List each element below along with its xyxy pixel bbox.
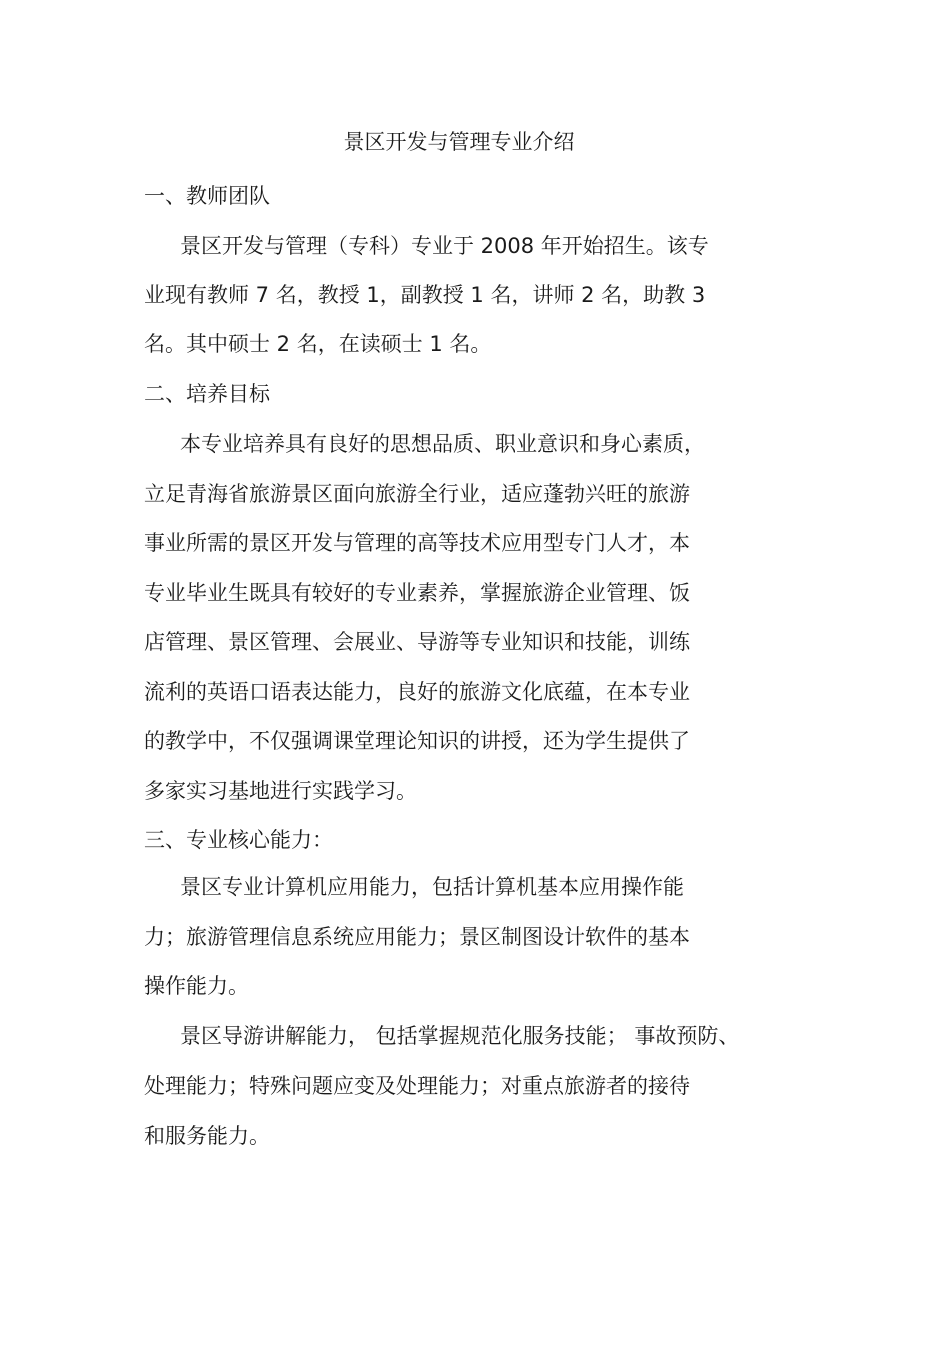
paragraph-line: 景区开发与管理（专科）专业于 2008 年开始招生。该专 — [180, 234, 709, 258]
section-heading-goals: 二、培养目标 — [144, 382, 270, 406]
paragraph-line: 立足青海省旅游景区面向旅游全行业，适应蓬勃兴旺的旅游 — [144, 482, 690, 506]
paragraph-line: 店管理、景区管理、会展业、导游等专业知识和技能，训练 — [144, 630, 690, 654]
paragraph-line: 流利的英语口语表达能力，良好的旅游文化底蕴，在本专业 — [144, 680, 690, 704]
paragraph-line: 事业所需的景区开发与管理的高等技术应用型专门人才，本 — [144, 531, 690, 555]
paragraph-line: 多家实习基地进行实践学习。 — [144, 779, 417, 803]
paragraph-line: 名。其中硕士 2 名，在读硕士 1 名。 — [144, 332, 492, 356]
paragraph-line: 力；旅游管理信息系统应用能力；景区制图设计软件的基本 — [144, 925, 690, 949]
paragraph-line: 景区导游讲解能力， 包括掌握规范化服务技能； 事故预防、 — [180, 1024, 740, 1048]
paragraph-line: 本专业培养具有良好的思想品质、职业意识和身心素质， — [180, 432, 705, 456]
paragraph-line: 业现有教师 7 名，教授 1，副教授 1 名，讲师 2 名，助教 3 — [144, 283, 706, 307]
paragraph-line: 景区专业计算机应用能力，包括计算机基本应用操作能 — [180, 875, 684, 899]
section-heading-teachers: 一、教师团队 — [144, 184, 270, 208]
paragraph-line: 的教学中，不仅强调课堂理论知识的讲授，还为学生提供了 — [144, 729, 690, 753]
document-title: 景区开发与管理专业介绍 — [343, 130, 575, 154]
paragraph-line: 专业毕业生既具有较好的专业素养，掌握旅游企业管理、饭 — [144, 581, 690, 605]
section-heading-core-abilities: 三、专业核心能力： — [144, 828, 333, 852]
paragraph-line: 和服务能力。 — [144, 1124, 270, 1148]
paragraph-line: 处理能力；特殊问题应变及处理能力；对重点旅游者的接待 — [144, 1074, 690, 1098]
paragraph-line: 操作能力。 — [144, 974, 249, 998]
